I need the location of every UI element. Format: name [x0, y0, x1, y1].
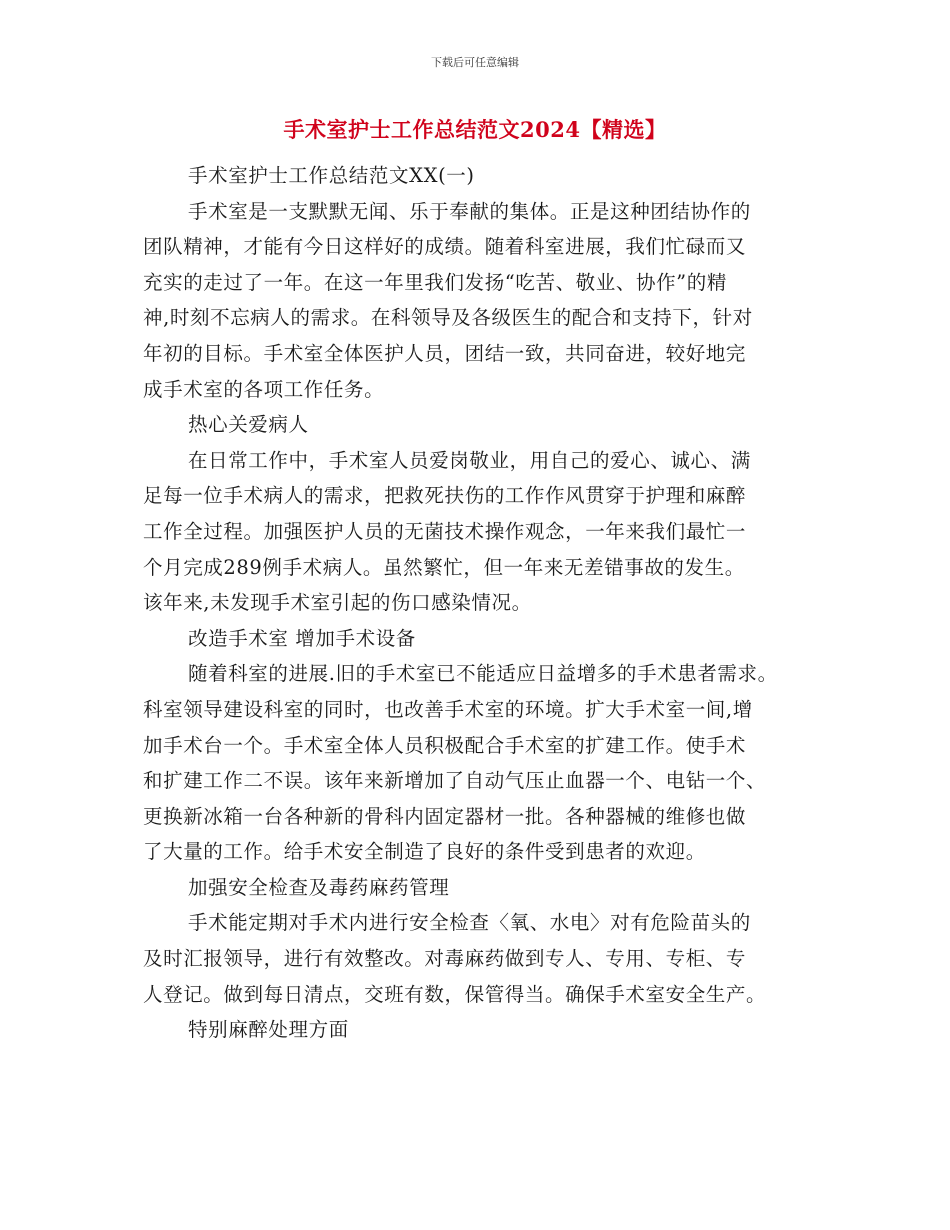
text-line: 人登记。做到每日清点，交班有数，保管得当。确保手术室安全生产。: [143, 982, 767, 1006]
text-line: 科室领导建设科室的同时，也改善手术室的环境。扩大手术室一间,增: [143, 697, 753, 721]
text-line: 手术能定期对手术内进行安全检查〈氧、水电〉对有危险苗头的: [188, 911, 751, 935]
header-note: 下载后可任意编辑: [431, 56, 519, 69]
text-line: 了大量的工作。给手术安全制造了良好的条件受到患者的欢迎。: [143, 840, 706, 864]
text-line: 神,时刻不忘病人的需求。在科领导及各级医生的配合和支持下，针对: [143, 306, 753, 330]
text-line: 及时汇报领导，进行有效整改。对毒麻药做到专人、专用、专柜、专: [143, 947, 747, 971]
text-line: 年初的目标。手术室全体医护人员，团结一致，共同奋进，较好地完: [143, 341, 747, 365]
section-heading: 改造手术室 增加手术设备: [188, 626, 416, 650]
text-line: 个月完成289例手术病人。虽然繁忙，但一年来无差错事故的发生。: [143, 555, 745, 579]
text-line: 该年来,未发现手术室引起的伤口感染情况。: [143, 591, 532, 615]
section-heading: 热心关爱病人: [188, 413, 309, 437]
text-line: 工作全过程。加强医护人员的无菌技术操作观念，一年来我们最忙一: [143, 519, 747, 543]
text-line: 和扩建工作二不误。该年来新增加了自动气压止血器一个、电钻一个、: [143, 769, 767, 793]
section-heading: 特别麻醉处理方面: [188, 1018, 349, 1042]
text-line: 在日常工作中，手术室人员爱岗敬业，用自己的爱心、诚心、满: [188, 448, 751, 472]
text-line: 充实的走过了一年。在这一年里我们发扬“吃苦、敬业、协作”的精: [143, 270, 727, 294]
document-title: 手术室护士工作总结范文2024【精选】: [283, 117, 667, 142]
section-heading: 加强安全检查及毒药麻药管理: [188, 875, 450, 899]
text-line: 手术室护士工作总结范文XX(一): [188, 164, 475, 187]
text-line: 随着科室的进展.旧的手术室已不能适应日益增多的手术患者需求。: [188, 662, 778, 686]
text-line: 加手术台一个。手术室全体人员积极配合手术室的扩建工作。使手术: [143, 733, 747, 757]
text-line: 团队精神，才能有今日这样好的成绩。随着科室进展，我们忙碌而又: [143, 235, 747, 259]
text-line: 足每一位手术病人的需求，把救死扶伤的工作作风贯穿于护理和麻醉: [143, 484, 747, 508]
text-line: 更换新冰箱一台各种新的骨科内固定器材一批。各种器械的维修也做: [143, 804, 747, 828]
text-line: 手术室是一支默默无闻、乐于奉献的集体。正是这种团结协作的: [188, 199, 751, 223]
document-body: [143, 158, 803, 1048]
text-line: 成手术室的各项工作任务。: [143, 377, 385, 401]
